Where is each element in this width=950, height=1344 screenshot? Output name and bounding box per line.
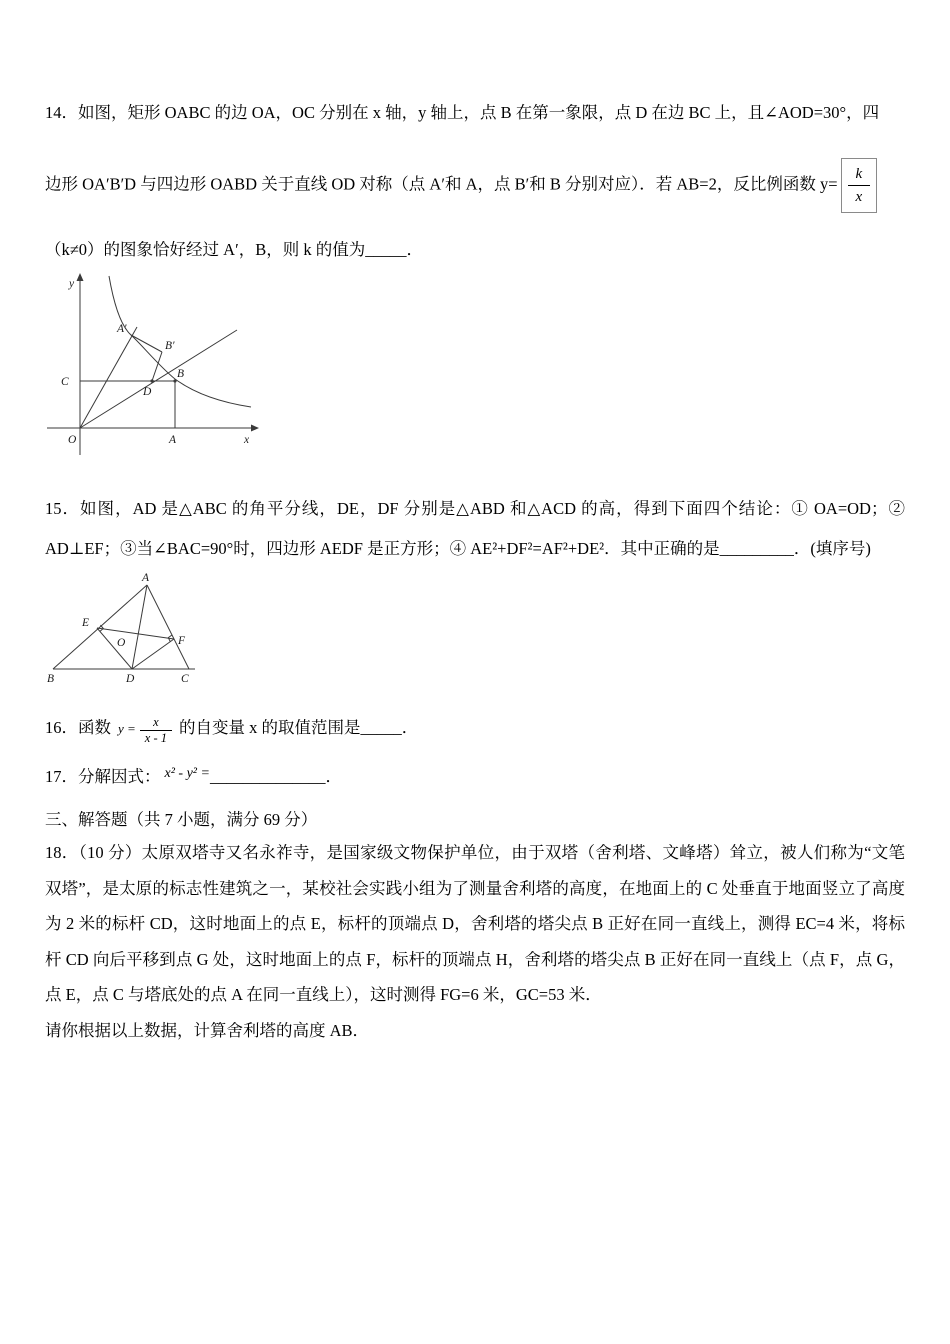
point-d-dot xyxy=(150,379,153,382)
q17-line xyxy=(45,761,905,795)
q17-expression: x² - y² = xyxy=(164,766,210,782)
label-point-b: B xyxy=(47,673,55,685)
q18-closing: 请你根据以上数据，计算舍利塔的高度 AB． xyxy=(45,1020,370,1040)
label-origin: O xyxy=(68,434,77,446)
label-x-axis: x xyxy=(244,434,250,446)
label-point-c: C xyxy=(181,673,189,685)
label-point-c: C xyxy=(61,376,69,388)
label-point-a-prime: A′ xyxy=(117,323,127,335)
fraction-denominator: x xyxy=(848,185,871,207)
reflection-lines xyxy=(80,327,237,428)
label-point-o: O xyxy=(117,637,126,649)
label-y-axis: y xyxy=(69,278,75,290)
rectangle-oabc xyxy=(80,381,175,428)
label-point-a: A xyxy=(142,572,150,584)
q14-line-2-text: 边形 OA′B′D 与四边形 OABD 关于直线 OD 对称（点 A′和 A，点 B′和 B 分别对应）．若 AB=2，反比例函数 y= xyxy=(45,174,838,194)
q16-prefix: 16．函数 xyxy=(45,718,111,737)
q14-line-3: （k≠0）的图象恰好经过 A′，B，则 k 的值为_____． xyxy=(45,240,423,259)
label-point-f: F xyxy=(178,635,186,647)
label-point-e: E xyxy=(82,617,90,629)
q18-text: 18．（10 分）太原双塔寺又名永祚寺，是国家级文物保护单位，由于双塔（舍利塔、文峰塔）耸立，被人们称为“文笔双塔”，是太原的标志性建筑之一，某校社会实践小组为了测量舍利塔的高度，在地面上的 C 处垂直于地面竖立了高度为 2 米的标杆 CD，这时地面上的点 E，标杆的顶端点 D，舍利塔的塔尖点 B 正好在同一直线上，测得 EC=4 米，将标杆 CD 向后平移到点 G 处，这时地面上的点 F，标杆的顶端点 H，舍利塔的塔尖点 B 正好在同一直线上（点 F，点 G，点 E，点 C 与塔底处的点 A 在同一直线上），这时测得 FG=6 米，GC=53 米． xyxy=(45,843,905,1005)
hyperbola-curve xyxy=(109,276,251,407)
axes xyxy=(47,273,259,455)
q16-function-expression xyxy=(118,711,172,747)
fraction-numerator: x xyxy=(153,714,159,729)
q16-fraction xyxy=(140,716,172,745)
q17-prefix: 17．分解因式： xyxy=(45,767,161,787)
q14-k-over-x-fraction xyxy=(841,158,878,213)
y-axis-arrow xyxy=(77,273,84,281)
label-point-a: A xyxy=(169,434,177,446)
fraction-numerator: k xyxy=(855,166,863,182)
label-point-b: B xyxy=(177,368,185,380)
x-axis-arrow xyxy=(251,425,259,432)
q16-line xyxy=(45,710,905,747)
q14-figure xyxy=(45,271,260,459)
q16-suffix: 的自变量 x 的取值范围是_____． xyxy=(179,718,419,737)
q17-blank: ______________． xyxy=(209,767,342,787)
q14-line-2 xyxy=(45,158,905,213)
section-3-header: 三、解答题（共 7 小题，满分 69 分） xyxy=(45,810,318,830)
label-point-d: D xyxy=(143,386,152,398)
q16-eq-lhs: y = xyxy=(118,721,136,737)
triangle-abc xyxy=(53,585,195,669)
q14-line-1: 14．如图，矩形 OABC 的边 OA，OC 分别在 x 轴，y 轴上，点 B 在第一象限，点 D 在边 BC 上，且∠AOD=30°，四 xyxy=(45,103,880,122)
q15-figure xyxy=(47,571,222,686)
q15-text: 15．如图，AD 是△ABC 的角平分线，DE，DF 分别是△ABD 和△ACD 的高，得到下面四个结论：① OA=OD；② AD⊥EF；③当∠BAC=90°时，四边形 AEDF 是正方形；④ AE²+DF²=AF²+DE²．其中正确的是_________．(填序号) xyxy=(45,499,905,558)
label-point-d: D xyxy=(126,673,135,685)
fraction-denominator: x - 1 xyxy=(140,730,172,745)
label-point-b-prime: B′ xyxy=(165,340,175,352)
